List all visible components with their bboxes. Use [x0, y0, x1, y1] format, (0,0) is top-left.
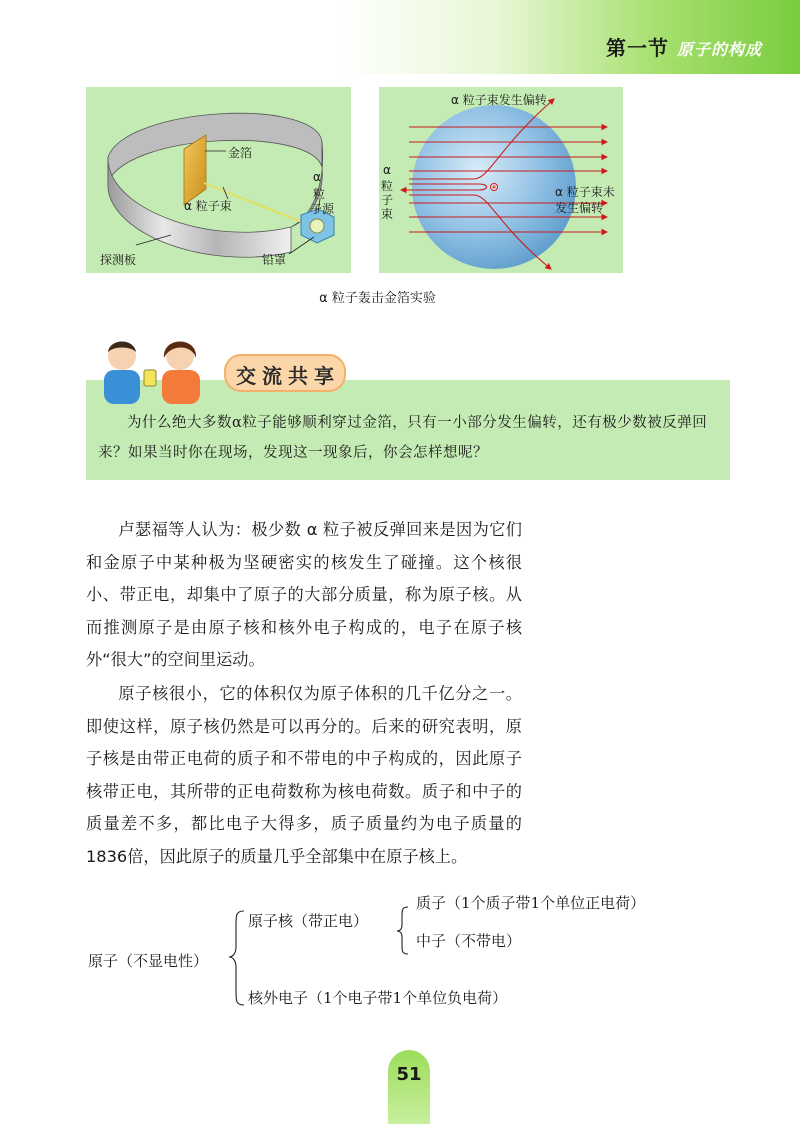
- source-label-3: 子源: [310, 202, 335, 216]
- beam-vertical-label-4: 束: [381, 207, 394, 221]
- section-topic: 原子的构成: [676, 40, 762, 59]
- discussion-title: 交流共享: [236, 364, 340, 388]
- nucleus-label: 原子核（带正电）: [248, 912, 369, 930]
- detector-label: 探测板: [100, 253, 137, 267]
- section-header: [606, 32, 762, 61]
- beam-vertical-label-3: 子: [381, 193, 394, 207]
- beam-vertical-label-2: 粒: [381, 179, 394, 193]
- beam-vertical-label-1: α: [383, 163, 391, 177]
- beam-label: α 粒子束: [184, 199, 232, 213]
- electron-label: 核外电子（1个电子带1个单位负电荷）: [248, 989, 508, 1007]
- students-illustration: [92, 334, 212, 404]
- neutron-label: 中子（不带电）: [416, 932, 522, 950]
- scattering-illustration: [379, 87, 623, 273]
- setup-illustration: [86, 87, 351, 273]
- atom-label: 原子（不显电性）: [88, 952, 209, 970]
- proton-label: 质子（1个质子带1个单位正电荷）: [416, 894, 646, 912]
- scattering-figure: [379, 87, 623, 273]
- section-number: 第一节: [605, 36, 669, 60]
- undeflected-label-1: α 粒子束未: [555, 185, 615, 199]
- gold-foil-label: 金箔: [228, 146, 253, 160]
- page-number: 51: [396, 1064, 422, 1085]
- undeflected-label-2: 发生偏转: [555, 201, 604, 215]
- body-paragraph-2: 原子核很小，它的体积仅为原子体积的几千亿分之一。即使这样，原子核仍然是可以再分的。后来的研究表明，原子核是由带正电荷的质子和不带电的中子构成的，因此原子核带正电，其所带的正电荷数称为核电荷数。质子和中子的质量差不多，都比电子大得多，质子质量约为电子质量的1836倍，因此原子的质量几乎全部集中在原子核上。: [86, 684, 522, 866]
- body-paragraph-1: 卢瑟福等人认为：极少数 α 粒子被反弹回来是因为它们和金原子中某种极为坚硬密实的核发生了碰撞。这个核很小、带正电，却集中了原子的大部分质量，称为原子核。从而推测原子是由原子核和核外电子构成的，电子在原子核外“很大”的空间里运动。: [86, 520, 522, 669]
- source-label-1: α: [313, 170, 321, 184]
- lead-shield-label: 铅罩: [262, 253, 287, 267]
- deflected-label: α 粒子束发生偏转: [451, 93, 547, 107]
- page-number-tab: [388, 1050, 430, 1124]
- experiment-setup-figure: [86, 87, 351, 273]
- discussion-text: 为什么绝大多数α粒子能够顺利穿过金箔，只有一小部分发生偏转，还有极少数被反弹回来？如果当时你在现场，发现这一现象后，你会怎样想呢？: [98, 415, 708, 461]
- figure-caption: α 粒子轰击金箔实验: [319, 291, 436, 306]
- source-label-2: 粒: [313, 187, 326, 201]
